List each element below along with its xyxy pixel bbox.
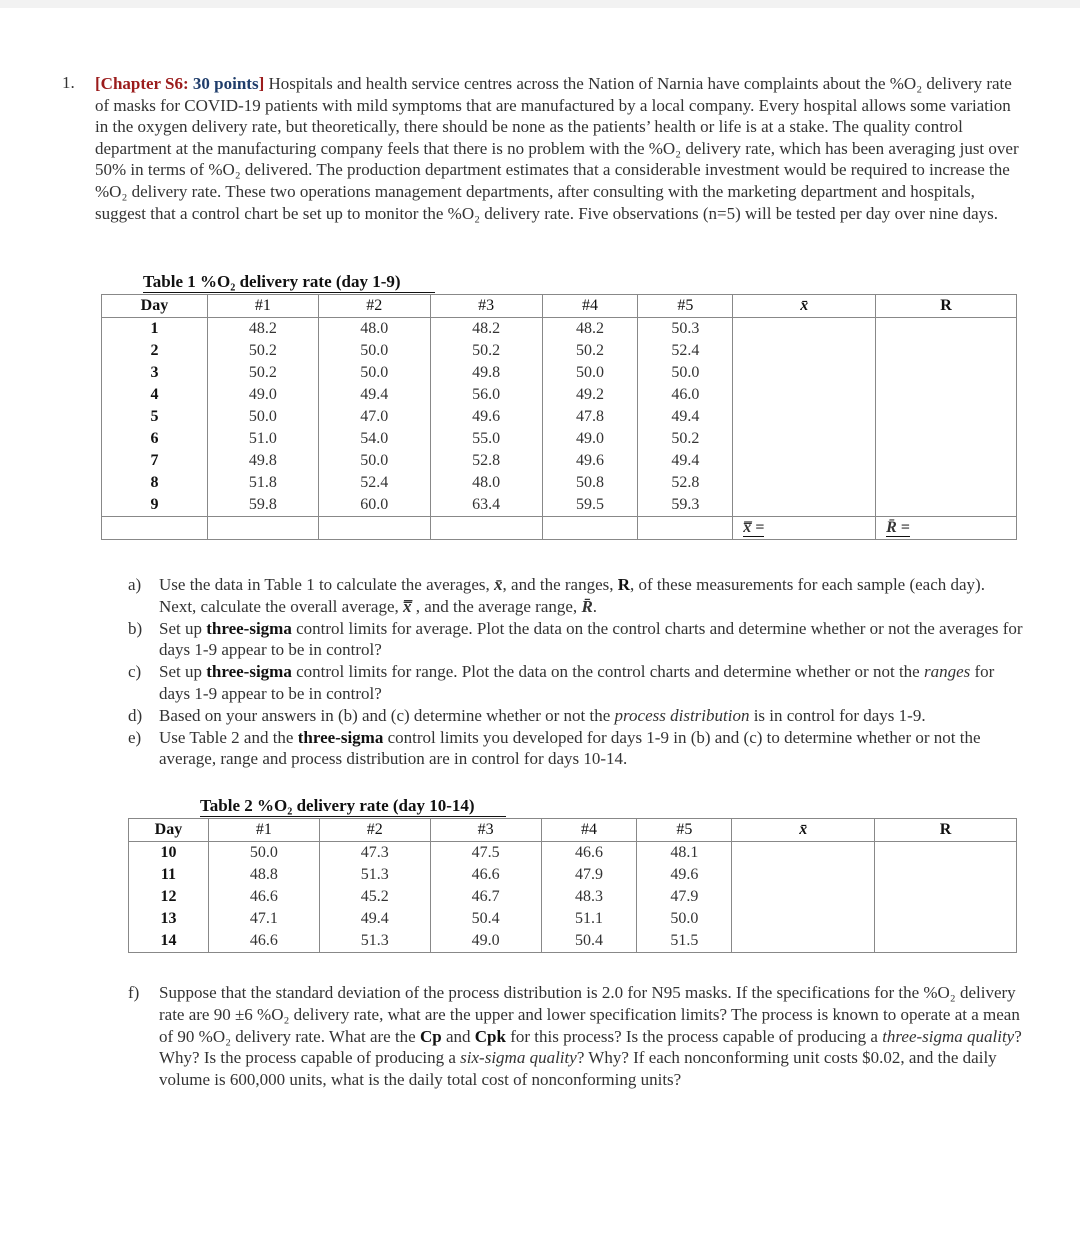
value-cell: 50.0 [637,908,732,930]
value-cell: 52.8 [638,472,733,494]
value-cell: 63.4 [430,494,542,517]
table-row [102,340,1017,362]
range-cell [876,362,1017,384]
table1 [101,294,1017,540]
value-cell: 50.3 [638,318,733,341]
column-header: #1 [208,819,319,842]
table-row [102,450,1017,472]
question-part [128,574,1023,618]
value-cell: 59.5 [542,494,638,517]
value-cell: 49.4 [319,908,430,930]
range-cell [875,864,1017,886]
table-header-row [102,295,1017,318]
day-cell: 6 [102,428,208,450]
empty-cell [638,517,733,540]
table-row [102,362,1017,384]
value-cell: 51.3 [319,864,430,886]
value-cell: 46.0 [638,384,733,406]
day-cell: 10 [129,842,209,865]
value-cell: 51.5 [637,930,732,953]
column-header: #4 [541,819,637,842]
value-cell: 49.6 [542,450,638,472]
value-cell: 48.3 [541,886,637,908]
part-label: b) [128,618,143,638]
xbar-cell [733,450,876,472]
value-cell: 50.0 [318,340,430,362]
top-bar [0,0,1080,8]
part-label: e) [128,727,142,747]
value-cell: 48.0 [430,472,542,494]
value-cell: 48.8 [208,864,319,886]
part-text: Use Table 2 and the three-sigma control limits you developed for days 1-9 in (b) and (c) to determine whether or not the average, range and process distribution are in control for days 10-14. [159,727,981,769]
range-cell [875,842,1017,865]
part-label: f) [128,983,140,1002]
table-row [102,494,1017,517]
range-cell [876,406,1017,428]
value-cell: 48.2 [430,318,542,341]
empty-cell [430,517,542,540]
day-cell: 7 [102,450,208,472]
xbar-cell [733,406,876,428]
range-cell [875,886,1017,908]
column-header: #3 [430,295,542,318]
range-cell [876,340,1017,362]
value-cell: 50.0 [318,450,430,472]
column-header: #2 [318,295,430,318]
question-part [128,705,1023,727]
column-header: x̄ [733,295,876,318]
value-cell: 50.2 [542,340,638,362]
question-part-f [128,982,1023,1091]
empty-cell [102,517,208,540]
value-cell: 47.9 [541,864,637,886]
value-cell: 47.1 [208,908,319,930]
question-intro [95,73,1020,224]
table-row [102,406,1017,428]
value-cell: 49.6 [637,864,732,886]
value-cell: 46.7 [430,886,541,908]
column-header: x̄ [732,819,875,842]
question-part [128,661,1023,705]
question-parts [128,574,1023,770]
column-header: #5 [637,819,732,842]
table-row [102,318,1017,341]
column-header: #1 [207,295,318,318]
value-cell: 50.4 [430,908,541,930]
value-cell: 50.0 [207,406,318,428]
xbar-cell [733,318,876,341]
value-cell: 47.9 [637,886,732,908]
empty-cell [542,517,638,540]
value-cell: 50.0 [208,842,319,865]
table-row [129,842,1017,865]
range-cell [876,384,1017,406]
day-cell: 2 [102,340,208,362]
xbar-cell [733,384,876,406]
value-cell: 48.2 [207,318,318,341]
value-cell: 46.6 [541,842,637,865]
value-cell: 49.6 [430,406,542,428]
column-header: #5 [638,295,733,318]
range-cell [876,450,1017,472]
question-number: 1. [62,73,75,92]
value-cell: 60.0 [318,494,430,517]
intro-text: Hospitals and health service centres across the Nation of Narnia have complaints about the %O₂ delivery rate of masks for COVID-19 patients with mild symptoms that are manufactured by a local company. Every hospital allows some variation in the oxygen delivery rate, but theoretically, there should be none as the patients’ health or life is at a stake. The quality control department at the manufacturing company feels that there is no problem with the %O₂ delivery rate, which has been averaging just over 50% in terms of %O₂ delivered. The production department estimates that a considerable investment would be required to increase the %O₂ delivery rate. These two operations management departments, after consulting with the marketing department and hospitals, suggest that a control chart be set up to monitor the %O₂ delivery rate. Five observations (n=5) will be tested per day over nine days. [95,74,1019,223]
part-label: a) [128,575,142,594]
question-part [128,727,1023,771]
range-cell [876,318,1017,341]
value-cell: 47.3 [319,842,430,865]
table-row [102,472,1017,494]
table1-caption: Table 1 %O₂ delivery rate (day 1-9) [143,272,401,292]
value-cell: 50.2 [207,340,318,362]
value-cell: 49.0 [430,930,541,953]
table-row [129,886,1017,908]
value-cell: 52.8 [430,450,542,472]
part-text: Based on your answers in (b) and (c) determine whether or not the process distribution is in control for days 1-9. [159,705,926,725]
points: 30 points [192,74,259,93]
value-cell: 50.2 [430,340,542,362]
xbar-cell [732,842,875,865]
xbar-cell [733,362,876,384]
xbar-cell [733,472,876,494]
table-row [102,428,1017,450]
value-cell: 50.2 [207,362,318,384]
value-cell: 56.0 [430,384,542,406]
day-cell: 5 [102,406,208,428]
table-row [129,930,1017,953]
value-cell: 49.4 [638,450,733,472]
column-header: #2 [319,819,430,842]
range-cell [876,428,1017,450]
table2-caption: Table 2 %O₂ delivery rate (day 10-14) [200,796,475,816]
rbar-cell: R̄ = [876,517,1017,540]
value-cell: 49.0 [207,384,318,406]
value-cell: 49.4 [318,384,430,406]
column-header: Day [102,295,208,318]
column-header: R [876,295,1017,318]
column-header: Day [129,819,209,842]
range-cell [875,930,1017,953]
value-cell: 51.3 [319,930,430,953]
day-cell: 3 [102,362,208,384]
range-cell [876,472,1017,494]
summary-row [102,517,1017,540]
value-cell: 48.2 [542,318,638,341]
xbar-cell [732,864,875,886]
value-cell: 55.0 [430,428,542,450]
day-cell: 1 [102,318,208,341]
table2 [128,818,1017,953]
value-cell: 45.2 [319,886,430,908]
column-header: #4 [542,295,638,318]
part-label: d) [128,705,143,725]
day-cell: 9 [102,494,208,517]
empty-cell [318,517,430,540]
value-cell: 49.0 [542,428,638,450]
xbar-cell [732,886,875,908]
part-text: Suppose that the standard deviation of the process distribution is 2.0 for N95 masks. If the specifications for the %O₂ delivery rate are 90 ±6 %O₂ delivery rate, what are the upper and lower specification limits? The process is known to operate at a mean of 90 %O₂ delivery rate. What are the Cp and Cpk for this process? Is the process capable of producing a three-sigma quality? Why? Is the process capable of producing a six-sigma quality? Why? If each nonconforming unit costs $0.02, and the daily volume is 600,000 units, what is the daily total cost of nonconforming units? [159,983,1022,1090]
value-cell: 50.2 [638,428,733,450]
empty-cell [207,517,318,540]
column-header: R [875,819,1017,842]
value-cell: 59.8 [207,494,318,517]
value-cell: 47.8 [542,406,638,428]
value-cell: 47.5 [430,842,541,865]
value-cell: 49.2 [542,384,638,406]
value-cell: 50.0 [542,362,638,384]
value-cell: 49.8 [430,362,542,384]
part-label: c) [128,662,142,682]
day-cell: 4 [102,384,208,406]
value-cell: 50.8 [542,472,638,494]
value-cell: 49.8 [207,450,318,472]
xbar-cell [732,930,875,953]
value-cell: 52.4 [318,472,430,494]
table-row [129,864,1017,886]
value-cell: 49.4 [638,406,733,428]
value-cell: 47.0 [318,406,430,428]
value-cell: 50.4 [541,930,637,953]
value-cell: 50.0 [638,362,733,384]
chapter-header: [Chapter S6: 30 points] [95,74,265,93]
value-cell: 51.8 [207,472,318,494]
part-text: Use the data in Table 1 to calculate the averages, x̄, and the ranges, R, of these measurements for each sample (each day). Next, calculate the overall average, x̿ , and the average range, R̄. [159,575,985,616]
xbar-cell [733,340,876,362]
day-cell: 11 [129,864,209,886]
value-cell: 46.6 [430,864,541,886]
day-cell: 14 [129,930,209,953]
xbar-cell [732,908,875,930]
part-text: Set up three-sigma control limits for range. Plot the data on the control charts and determine whether or not the ranges for days 1-9 appear to be in control? [159,662,995,703]
xbarbar-cell: x̿ = [733,517,876,540]
part-text: Set up three-sigma control limits for average. Plot the data on the control charts and determine whether or not the averages for days 1-9 appear to be in control? [159,618,1023,660]
xbar-cell [733,428,876,450]
value-cell: 51.1 [541,908,637,930]
table-header-row [129,819,1017,842]
day-cell: 13 [129,908,209,930]
value-cell: 59.3 [638,494,733,517]
xbar-cell [733,494,876,517]
value-cell: 51.0 [207,428,318,450]
range-cell [875,908,1017,930]
value-cell: 48.1 [637,842,732,865]
value-cell: 46.6 [208,930,319,953]
value-cell: 46.6 [208,886,319,908]
value-cell: 54.0 [318,428,430,450]
table-row [129,908,1017,930]
value-cell: 48.0 [318,318,430,341]
range-cell [876,494,1017,517]
day-cell: 12 [129,886,209,908]
question-part [128,618,1023,662]
table-row [102,384,1017,406]
column-header: #3 [430,819,541,842]
value-cell: 52.4 [638,340,733,362]
day-cell: 8 [102,472,208,494]
value-cell: 50.0 [318,362,430,384]
